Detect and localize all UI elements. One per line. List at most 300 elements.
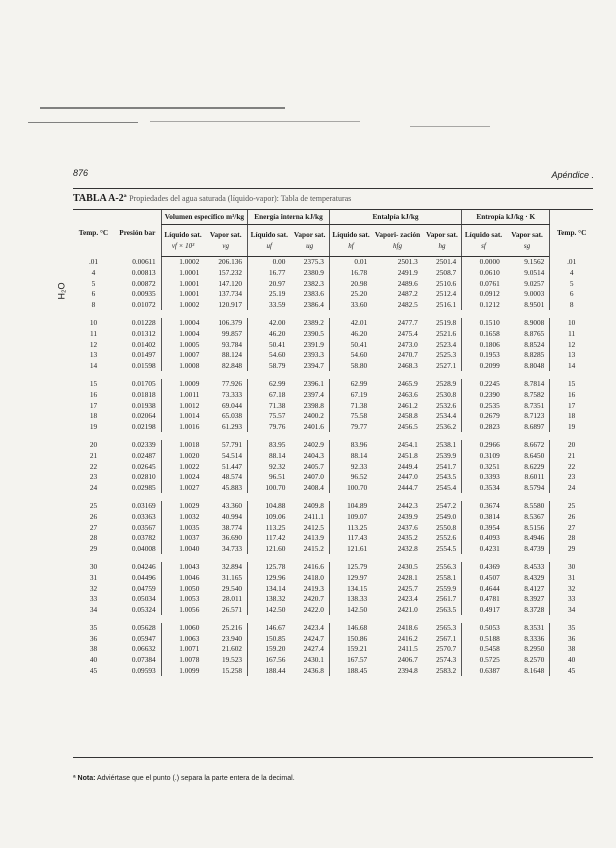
table-cell: 2475.4 [397,329,418,339]
appendix-label: Apéndice . [551,170,594,180]
table-cell: 9.1562 [524,257,545,267]
table-cell: 1.0046 [161,572,204,583]
table-cell: 20.98 [329,278,372,289]
table-cell: 1.0001 [161,289,204,300]
header-uf [248,225,291,256]
table-cell: 2543.5 [436,472,457,482]
table-cell: 125.78 [248,562,291,573]
table-cell: 1.0053 [161,593,204,604]
table-cell: 2523.4 [436,339,457,349]
table-cell: 2421.0 [397,604,418,614]
table-cell: 50.41 [329,339,372,350]
table-cell: 2404.3 [303,450,324,460]
table-row [73,318,593,329]
table-cell: 8.6450 [524,450,545,460]
table-row [73,623,593,634]
table-cell: 33.59 [248,299,291,310]
table-cell: 1.0032 [161,511,204,522]
table-cell: 2382.3 [303,278,324,288]
table-cell: 18 [89,411,98,421]
table-cell: 36.690 [222,533,243,543]
table-cell: 167.57 [329,654,372,665]
side-label-h2o: H₂O [56,282,67,300]
table-cell: 8.2950 [524,644,545,654]
table-cell: 2454.1 [397,440,418,450]
table-row [73,522,593,533]
table-cell: 57.791 [222,440,243,450]
table-cell: 2465.9 [397,379,418,389]
table-cell: 22 [550,461,593,472]
table-cell: 9.0514 [524,268,545,278]
table-cell: 2558.1 [436,572,457,582]
table-cell: 2461.2 [397,400,418,410]
table-cell: 32 [89,583,98,593]
row-group-gap [73,493,593,501]
table-row [73,562,593,573]
table-cell: 9.0003 [524,289,545,299]
table-cell: 27 [550,522,593,533]
table-row [73,633,593,644]
table-cell: 0.01 [329,256,372,267]
table-cell: 0.05947 [131,633,156,643]
table-cell: 38.774 [222,522,243,532]
table-cell: 15 [89,379,98,389]
table-cell: 25.216 [222,623,243,633]
table-cell: 79.77 [329,421,372,432]
table-cell: 8.4533 [524,562,545,572]
table-cell: 38 [89,644,98,654]
table-row [73,267,593,278]
table-cell: 30 [89,562,98,572]
table-cell: 99.857 [222,329,243,339]
table-cell: 0.2966 [462,440,505,451]
table-row [73,411,593,422]
table-cell: 121.60 [248,543,291,554]
table-cell: 0.3814 [462,511,505,522]
header-uf-label: Líquido sat. [250,230,288,240]
header-ug [290,225,329,256]
table-cell: 93.784 [222,339,243,349]
table-cell: 0.1510 [462,318,505,329]
table-cell: 146.67 [248,623,291,634]
header-hfg [372,225,423,256]
table-cell: 0.02810 [131,472,156,482]
table-cell: 0.3109 [462,450,505,461]
table-cell: 2545.4 [436,482,457,492]
table-cell: 40 [550,654,593,665]
table-cell: 1.0078 [161,654,204,665]
table-cell: 8.2570 [524,655,545,665]
table-cell: 129.96 [248,572,291,583]
table-cell: 8.6229 [524,461,545,471]
table-cell: 0.04008 [131,543,156,553]
table-cell: 1.0005 [161,339,204,350]
header-sg [505,225,550,256]
scan-artifact-line [410,126,490,127]
table-cell: 1.0099 [161,665,204,676]
table-cell: 30 [550,562,593,573]
table-cell: 2423.4 [303,623,324,633]
table-cell: 24 [89,482,98,492]
table-cell: 16.77 [248,267,291,278]
table-cell: 138.32 [248,593,291,604]
table-cell: 8.5794 [524,482,545,492]
table-cell: 0.01938 [131,400,156,410]
table-cell: 16 [550,389,593,400]
table-cell: 1.0007 [161,350,204,361]
table-cell: 20 [550,440,593,451]
table-cell: 88.14 [329,450,372,461]
table-cell: 2554.5 [436,543,457,553]
table-cell: 2402.9 [303,440,324,450]
table-cell: 23.940 [222,633,243,643]
table-cell: 35 [550,623,593,634]
table-row [73,360,593,371]
header-temp: Temp. °C [73,210,114,257]
header-hfg-label: Vapori- zación [374,230,421,240]
table-cell: 0.06632 [131,644,156,654]
table-cell: 8.4946 [524,533,545,543]
table-cell: 104.88 [248,501,291,512]
table-row [73,328,593,339]
row-group-gap-cell [73,310,593,318]
table-cell: 8.4329 [524,572,545,582]
table-cell: 0.0912 [462,289,505,300]
table-row [73,350,593,361]
row-group-gap-cell [73,615,593,623]
table-cell: 1.0016 [161,421,204,432]
table-cell: 19 [550,421,593,432]
table-cell: 14 [89,360,98,370]
header-uf-symbol: uf [266,241,272,250]
table-cell: 2527.1 [436,360,457,370]
table-cell: 23 [89,472,98,482]
table-cell: 0.3251 [462,461,505,472]
table-cell: 1.0040 [161,543,204,554]
table-cell: 1.0014 [161,411,204,422]
table-cell: 8.6011 [524,472,545,482]
table-cell: 11 [89,329,98,339]
table-cell: 117.43 [329,532,372,543]
table-cell: 2449.4 [397,461,418,471]
table-cell: 65.038 [222,411,243,421]
table-cell: 8.3927 [524,594,545,604]
table-cell: 8.3728 [524,604,545,614]
table-cell: 2419.3 [303,583,324,593]
table-cell: 2394.8 [397,665,418,675]
table-cell: 0.03169 [131,501,156,511]
footnote-mark: ª Nota: [73,775,96,782]
table-cell: 20 [89,440,98,450]
table-cell: 25 [89,501,98,511]
table-row [73,389,593,400]
table-cell: 0.02339 [131,440,156,450]
table-cell: 146.68 [329,623,372,634]
table-cell: 15 [550,379,593,390]
table-cell: 2451.8 [397,450,418,460]
table-row [73,461,593,472]
table-cell: 1.0002 [161,299,204,310]
table-cell: 121.61 [329,543,372,554]
table-cell: 11 [550,328,593,339]
table-cell: 0.00935 [131,289,156,299]
header-hg [423,225,462,256]
table-cell: 1.0029 [161,501,204,512]
table-row [73,339,593,350]
table-cell: 50.41 [248,339,291,350]
header-hfg-symbol: hfg [393,241,402,250]
table-cell: 8.9008 [524,318,545,328]
table-cell: 0.01705 [131,379,156,389]
table-cell: 157.232 [218,268,243,278]
table-cell: 2405.7 [303,461,324,471]
table-cell: 2547.2 [436,501,457,511]
table-cell: 36 [89,633,98,643]
table-cell: 29 [550,543,593,554]
table-cell: 2432.8 [397,543,418,553]
header-ug-symbol: ug [306,241,314,250]
table-cell: 0.04759 [131,583,156,593]
table-cell: 2519.8 [436,318,457,328]
table-cell: 25.19 [248,289,291,300]
header-group-energy: Energía interna kJ/kg [248,210,330,225]
table-cell: 2437.6 [397,522,418,532]
table-cell: 2463.6 [397,390,418,399]
table-cell: 28 [550,532,593,543]
table-cell: 8.5367 [524,511,545,521]
table-cell: 0.5188 [462,633,505,644]
table-cell: 88.124 [222,350,243,360]
table-cell: 5 [550,278,593,289]
table-cell: 2456.5 [397,421,418,431]
table-cell: 2538.1 [436,440,457,450]
header-rule [73,188,593,189]
table-cell: 129.97 [329,572,372,583]
table-cell: 2510.6 [436,278,457,288]
table-cell: 51.447 [222,461,243,471]
table-cell: 2415.2 [303,543,324,553]
table-cell: 0.2535 [462,400,505,411]
table-cell: 17 [550,400,593,411]
table-cell: 2412.5 [303,522,324,532]
header-hg-symbol: hg [438,241,446,250]
table-row [73,665,593,676]
table-cell: 0.00872 [131,278,156,288]
table-cell: 2416.6 [303,562,324,572]
table-cell: 2398.8 [303,400,324,410]
table-cell: 21 [89,450,98,460]
table-cell: 17 [89,400,98,410]
table-cell: 0.03363 [131,511,156,521]
table-cell: 2407.0 [303,472,324,482]
table-cell: 2394.7 [303,360,324,370]
table-cell: 31 [89,572,98,582]
row-group-gap-cell [73,371,593,379]
table-cell: 0.5053 [462,623,505,634]
table-cell: 0.03567 [131,522,156,532]
table-cell: 83.96 [329,440,372,451]
table-cell: 1.0027 [161,482,204,493]
table-cell: 31.165 [222,572,243,582]
table-cell: 2482.5 [397,299,418,309]
table-cell: 6 [550,289,593,300]
table-cell: 2422.0 [303,604,324,614]
table-body [73,256,593,675]
table-cell: 8.7814 [524,379,545,389]
table-cell: 2512.4 [436,289,457,299]
table-cell: 2468.3 [397,360,418,370]
table-cell: 2428.1 [397,572,418,582]
table-row [73,400,593,411]
table-row [73,482,593,493]
table-cell: 2583.2 [436,665,457,675]
table-cell: 48.574 [222,472,243,482]
table-cell: 2406.7 [397,655,418,665]
header-temp-right: Temp. °C [550,210,593,257]
table-cell: 8.8285 [524,350,545,360]
table-cell: 27 [89,522,98,532]
table-cell: 8.8765 [524,329,545,339]
table-cell: 1.0001 [161,267,204,278]
table-row [73,299,593,310]
table-cell: 34.733 [222,543,243,553]
table-cell: 0.02064 [131,411,156,421]
table-cell: 8.7582 [524,390,545,399]
table-cell: 2473.0 [397,339,418,349]
table-cell: 1.0063 [161,633,204,644]
table-cell: 35 [89,623,98,633]
table-row [73,450,593,461]
table-cell: 2430.1 [303,655,324,665]
table-cell: 2424.7 [303,633,324,643]
header-hf-symbol: hf [348,241,354,250]
table-cell: 0.04496 [131,572,156,582]
scan-artifact-line [150,121,360,122]
table-cell: 14 [550,360,593,371]
header-sf-symbol: sf [481,241,486,250]
table-cell: 0.4781 [462,593,505,604]
table-cell: 0.3534 [462,482,505,493]
table-cell: 2570.7 [436,644,457,654]
table-cell: 28.011 [222,594,243,604]
table-cell: 16.78 [329,267,372,278]
row-group-gap [73,371,593,379]
table-cell: 147.120 [218,278,243,288]
table-cell: 142.50 [329,604,372,615]
table-cell: 0.00 [248,256,291,267]
table-cell: 42.00 [248,318,291,329]
table-cell: 92.33 [329,461,372,472]
table-cell: 2411.5 [397,644,418,654]
table-cell: 2458.8 [397,411,418,421]
table-cell: 32.894 [222,562,243,572]
table-cell: 0.4644 [462,583,505,594]
header-vg-symbol: vg [222,241,230,250]
table-cell: 67.19 [329,389,372,400]
table-cell: 0.02645 [131,461,156,471]
table-caption: Propiedades del agua saturada (líquido-vapor): Tabla de temperaturas [129,194,352,203]
table-cell: 125.79 [329,562,372,573]
table-cell: 2565.3 [436,623,457,633]
table-cell: 8.8048 [524,360,545,370]
table-cell: 0.01818 [131,390,156,399]
scan-artifact-line [40,107,285,109]
table-cell: 2532.6 [436,400,457,410]
table-cell: 2549.0 [436,511,457,521]
table-cell: 96.51 [248,472,291,483]
table-cell: 31 [550,572,593,583]
table-cell: 0.01402 [131,339,156,349]
table-cell: 8.6672 [524,440,545,450]
table-cell: 33.60 [329,299,372,310]
table-cell: 2567.1 [436,633,457,643]
table-cell: 2528.9 [436,379,457,389]
table-cell: 2541.7 [436,461,457,471]
table-cell: 106.379 [218,318,243,328]
table-cell: 0.3674 [462,501,505,512]
table-cell: 29 [89,543,98,553]
table-row [73,543,593,554]
table-cell: 2396.1 [303,379,324,389]
table-cell: 54.60 [248,350,291,361]
table-cell: 25.20 [329,289,372,300]
table-cell: 2442.3 [397,501,418,511]
table-cell: 2501.4 [436,257,457,267]
table-cell: 45 [550,665,593,676]
table-cell: 8.5156 [524,522,545,532]
table-cell: 15.258 [222,665,243,675]
table-cell: 0.02198 [131,421,156,431]
table-cell: 0.00813 [131,268,156,278]
table-cell: 120.917 [218,299,243,309]
table-cell: .01 [550,256,593,267]
table-cell: 25 [550,501,593,512]
table-cell: 167.56 [248,654,291,665]
table-cell: 26 [89,511,98,521]
table-cell: 134.15 [329,583,372,594]
table-cell: 2420.7 [303,594,324,604]
table-cell: 2389.2 [303,318,324,328]
table-cell: 8.5580 [524,501,545,511]
header-hg-label: Vapor sat. [426,230,458,240]
table-cell: 0.5458 [462,644,505,655]
table-cell: 61.293 [222,421,243,431]
table-cell: 1.0009 [161,379,204,390]
table-cell: 2397.4 [303,390,324,399]
table-cell: 2574.3 [436,655,457,665]
footnote-text: Adviértase que el punto (.) separa la parte entera de la decimal. [96,775,295,782]
table-row [73,501,593,512]
table-cell: 36 [550,633,593,644]
table-cell: 1.0001 [161,278,204,289]
header-pressure: Presión bar [114,210,161,257]
table-cell: 113.25 [329,522,372,533]
table-cell: 40 [89,655,98,665]
table-cell: .01 [88,257,99,267]
table-cell: 46.20 [329,328,372,339]
table-cell: 71.38 [248,400,291,411]
table-cell: 142.50 [248,604,291,615]
table-row [73,572,593,583]
table-label: TABLA A-2ª [73,193,127,204]
table-cell: 2556.3 [436,562,457,572]
table-cell: 24 [550,482,593,493]
table-cell: 2444.7 [397,482,418,492]
table-cell: 2425.7 [397,583,418,593]
table-cell: 69.044 [222,400,243,410]
table-cell: 159.20 [248,644,291,655]
table-cell: 1.0011 [161,389,204,400]
